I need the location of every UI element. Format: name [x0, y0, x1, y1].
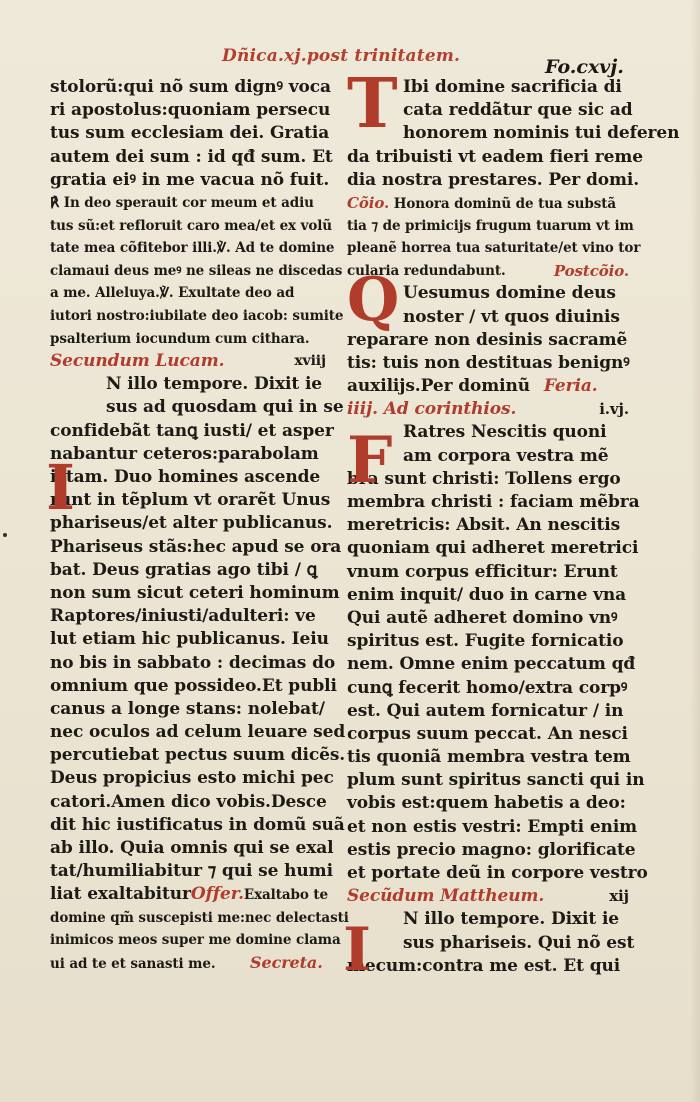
text-line: bra sunt christi: Tollens ergo	[347, 468, 621, 489]
text-line: percutiebat pectus suum dicẽs.	[50, 745, 346, 766]
text-line: Uesumus domine deus	[403, 283, 616, 304]
text-line: tis: tuis non destituas benignꝰ	[347, 352, 630, 373]
text-line: lut etiam hic publicanus. Ieiu	[50, 629, 329, 650]
running-head: Dñica.xj.post trinitatem.	[222, 46, 461, 66]
text-line: dia nostra prestares. Per domi.	[347, 169, 640, 190]
gospel-initial: I	[46, 451, 76, 524]
text-line: meretricis: Absit. An nescitis	[347, 515, 621, 536]
text-line: non sum sicut ceteri hominum	[50, 582, 340, 603]
text-line: am corpora vestra mẽ	[403, 445, 609, 466]
text-line: Deus propicius esto michi pec	[50, 768, 334, 789]
gradual-line: clamaui deus meꝰ ne sileas ne discedas	[50, 262, 343, 279]
text-fragment: cularia redundabunt.	[347, 262, 506, 279]
postcommunion-label: Postcõio.	[553, 261, 629, 280]
text-line: membra christi : faciam mẽbra	[347, 492, 640, 512]
epistle-heading: iiij. Ad corinthios.	[347, 399, 517, 420]
offertory-line	[50, 883, 326, 906]
text-line: istam. Duo homines ascende	[50, 467, 321, 488]
text-line: quoniam qui adheret meretrici	[347, 538, 639, 559]
text-line: corpus suum peccat. An nesci	[347, 723, 628, 744]
gradual-line: a me. Alleluya.℣. Exultate deo ad	[50, 285, 295, 302]
text-line: Qui autẽ adheret domino vnꝰ	[347, 607, 618, 628]
page-edge-shadow	[690, 0, 700, 1102]
text-line: vnum corpus efficitur: Erunt	[347, 561, 618, 582]
gospel-initial: I	[343, 915, 372, 985]
gospel-heading-line	[347, 885, 629, 908]
text-line: reparare non desinis sacramẽ	[347, 329, 628, 350]
secreta-initial: T	[347, 64, 398, 144]
epistle-initial: F	[347, 423, 393, 498]
text-line: catori.Amen dico vobis.Desce	[50, 791, 327, 812]
text-line: honorem nominis tui deferen	[403, 123, 680, 144]
text-line: bat. Deus gratias ago tibi / ꝗ	[50, 559, 318, 580]
gospel-reference: xij	[609, 887, 629, 906]
gospel-reference: xviij	[294, 353, 326, 370]
text-line: cunꝗ fecerit homo/extra corpꝰ	[347, 677, 628, 698]
gradual-line: iutori nostro:iubilate deo iacob: sumite	[50, 307, 344, 324]
epistle-heading-line	[347, 398, 629, 421]
communion-line	[347, 192, 629, 215]
offertory-text-line	[50, 952, 326, 975]
gospel-heading: Secundum Lucam.	[50, 351, 225, 372]
communion-label: Cõio.	[347, 193, 390, 212]
gospel-heading-line	[50, 350, 326, 373]
postcommunion-initial: Q	[347, 265, 400, 335]
text-line: Ibi domine sacrificia di	[403, 77, 622, 97]
text-line: N illo tempore. Dixit ie	[403, 909, 620, 930]
text-fragment: auxilijs.Per dominũ	[347, 376, 531, 397]
communion-text-line: tia ⁊ de primicijs frugum tuarum vt im	[347, 217, 634, 234]
text-line	[347, 375, 629, 398]
offertory-text-line: domine qm̃ suscepisti me:nec delectasti	[50, 909, 349, 926]
text-line: gratia eiꝰ in me vacua nõ fuit.	[50, 169, 330, 190]
text-line: N illo tempore. Dixit ie	[106, 374, 323, 395]
gradual-line: tate mea cõfitebor illi.℣. Ad te domine	[50, 240, 335, 257]
offertory-text-line: inimicos meos super me domine clama	[50, 932, 341, 949]
text-line: Raptores/iniusti/adulteri: ve	[50, 606, 316, 627]
text-line: da tribuisti vt eadem fieri reme	[347, 146, 643, 167]
text-line: sus ad quosdam qui in se	[106, 397, 344, 418]
text-line: vobis est:quem habetis a deo:	[347, 793, 626, 814]
text-line: tat/humiliabitur ⁊ qui se humi	[50, 861, 333, 882]
text-line: sus phariseis. Qui nõ est	[403, 932, 635, 953]
text-line: ab illo. Quia omnis qui se exal	[50, 838, 334, 859]
left-column	[46, 76, 349, 974]
text-fragment: ui ad te et sanasti me.	[50, 955, 216, 972]
text-line: autem dei sum : id qđ sum. Et	[50, 146, 333, 167]
text-line: est. Qui autem fornicatur / in	[347, 700, 624, 721]
gradual-line: ℟ In deo sperauit cor meum et adiu	[50, 194, 314, 211]
text-fragment: liat exaltabitur	[50, 884, 191, 905]
text-line: spiritus est. Fugite fornicatio	[347, 631, 624, 652]
offertory-label: Offer.	[190, 884, 244, 905]
text-line: confidebãt tanꝗ iusti/ et asper	[50, 420, 334, 441]
text-line: no bis in sabbato : decimas do	[50, 652, 336, 673]
text-line: mecum:contra me est. Et qui	[347, 955, 621, 976]
epistle-reference: i.vj.	[599, 400, 629, 419]
text-line: nabantur ceteros:parabolam	[50, 443, 319, 464]
text-line: stolorũ:qui nõ sum dignꝰ voca	[50, 77, 331, 97]
margin-mark	[3, 533, 7, 537]
gradual-line: psalterium iocundum cum cithara.	[50, 330, 310, 347]
text-line: cata reddãtur que sic ad	[403, 100, 633, 121]
text-line: noster / vt quos diuinis	[403, 306, 620, 327]
text-line: nec oculos ad celum leuare sed	[50, 722, 346, 743]
text-line: tus sum ecclesiam dei. Gratia	[50, 123, 330, 144]
secreta-label: Secreta.	[250, 952, 323, 972]
gradual-line: tus sũ:et refloruit caro mea/et ex volũ	[50, 217, 332, 234]
folio-number: Fo.cxvj.	[545, 56, 624, 78]
text-fragment: Exaltabo te	[243, 887, 328, 904]
gospel-heading: Secũdum Mattheum.	[347, 886, 545, 907]
text-line: dit hic iustificatus in domũ suã	[50, 814, 345, 835]
text-line: plum sunt spiritus sancti qui in	[347, 770, 645, 791]
text-line: runt in tẽplum vt orarẽt Unus	[50, 490, 331, 511]
text-line: Ratres Nescitis quoni	[403, 422, 607, 443]
text-line: canus a longe stans: nolebat/	[50, 698, 325, 719]
text-line: nem. Omne enim peccatum qđ	[347, 654, 636, 675]
text-line: omnium que possideo.Et publi	[50, 675, 337, 696]
text-line: phariseus/et alter publicanus.	[50, 513, 333, 534]
text-line: tis quoniã membra vestra tem	[347, 747, 631, 768]
text-line: enim inquit/ duo in carne vna	[347, 584, 627, 605]
text-line: Phariseus stãs:hec apud se ora	[50, 536, 342, 557]
text-line: ri apostolus:quoniam persecu	[50, 100, 331, 121]
text-line: et portate deũ in corpore vestro	[347, 863, 648, 883]
text-fragment: Honora dominũ de tua substã	[393, 195, 617, 212]
text-line: et non estis vestri: Empti enim	[347, 816, 638, 837]
communion-text-line: pleanẽ horrea tua saturitate/et vino tor	[347, 240, 641, 257]
text-line: estis precio magno: glorificate	[347, 839, 636, 860]
feria-label: Feria.	[543, 376, 598, 397]
